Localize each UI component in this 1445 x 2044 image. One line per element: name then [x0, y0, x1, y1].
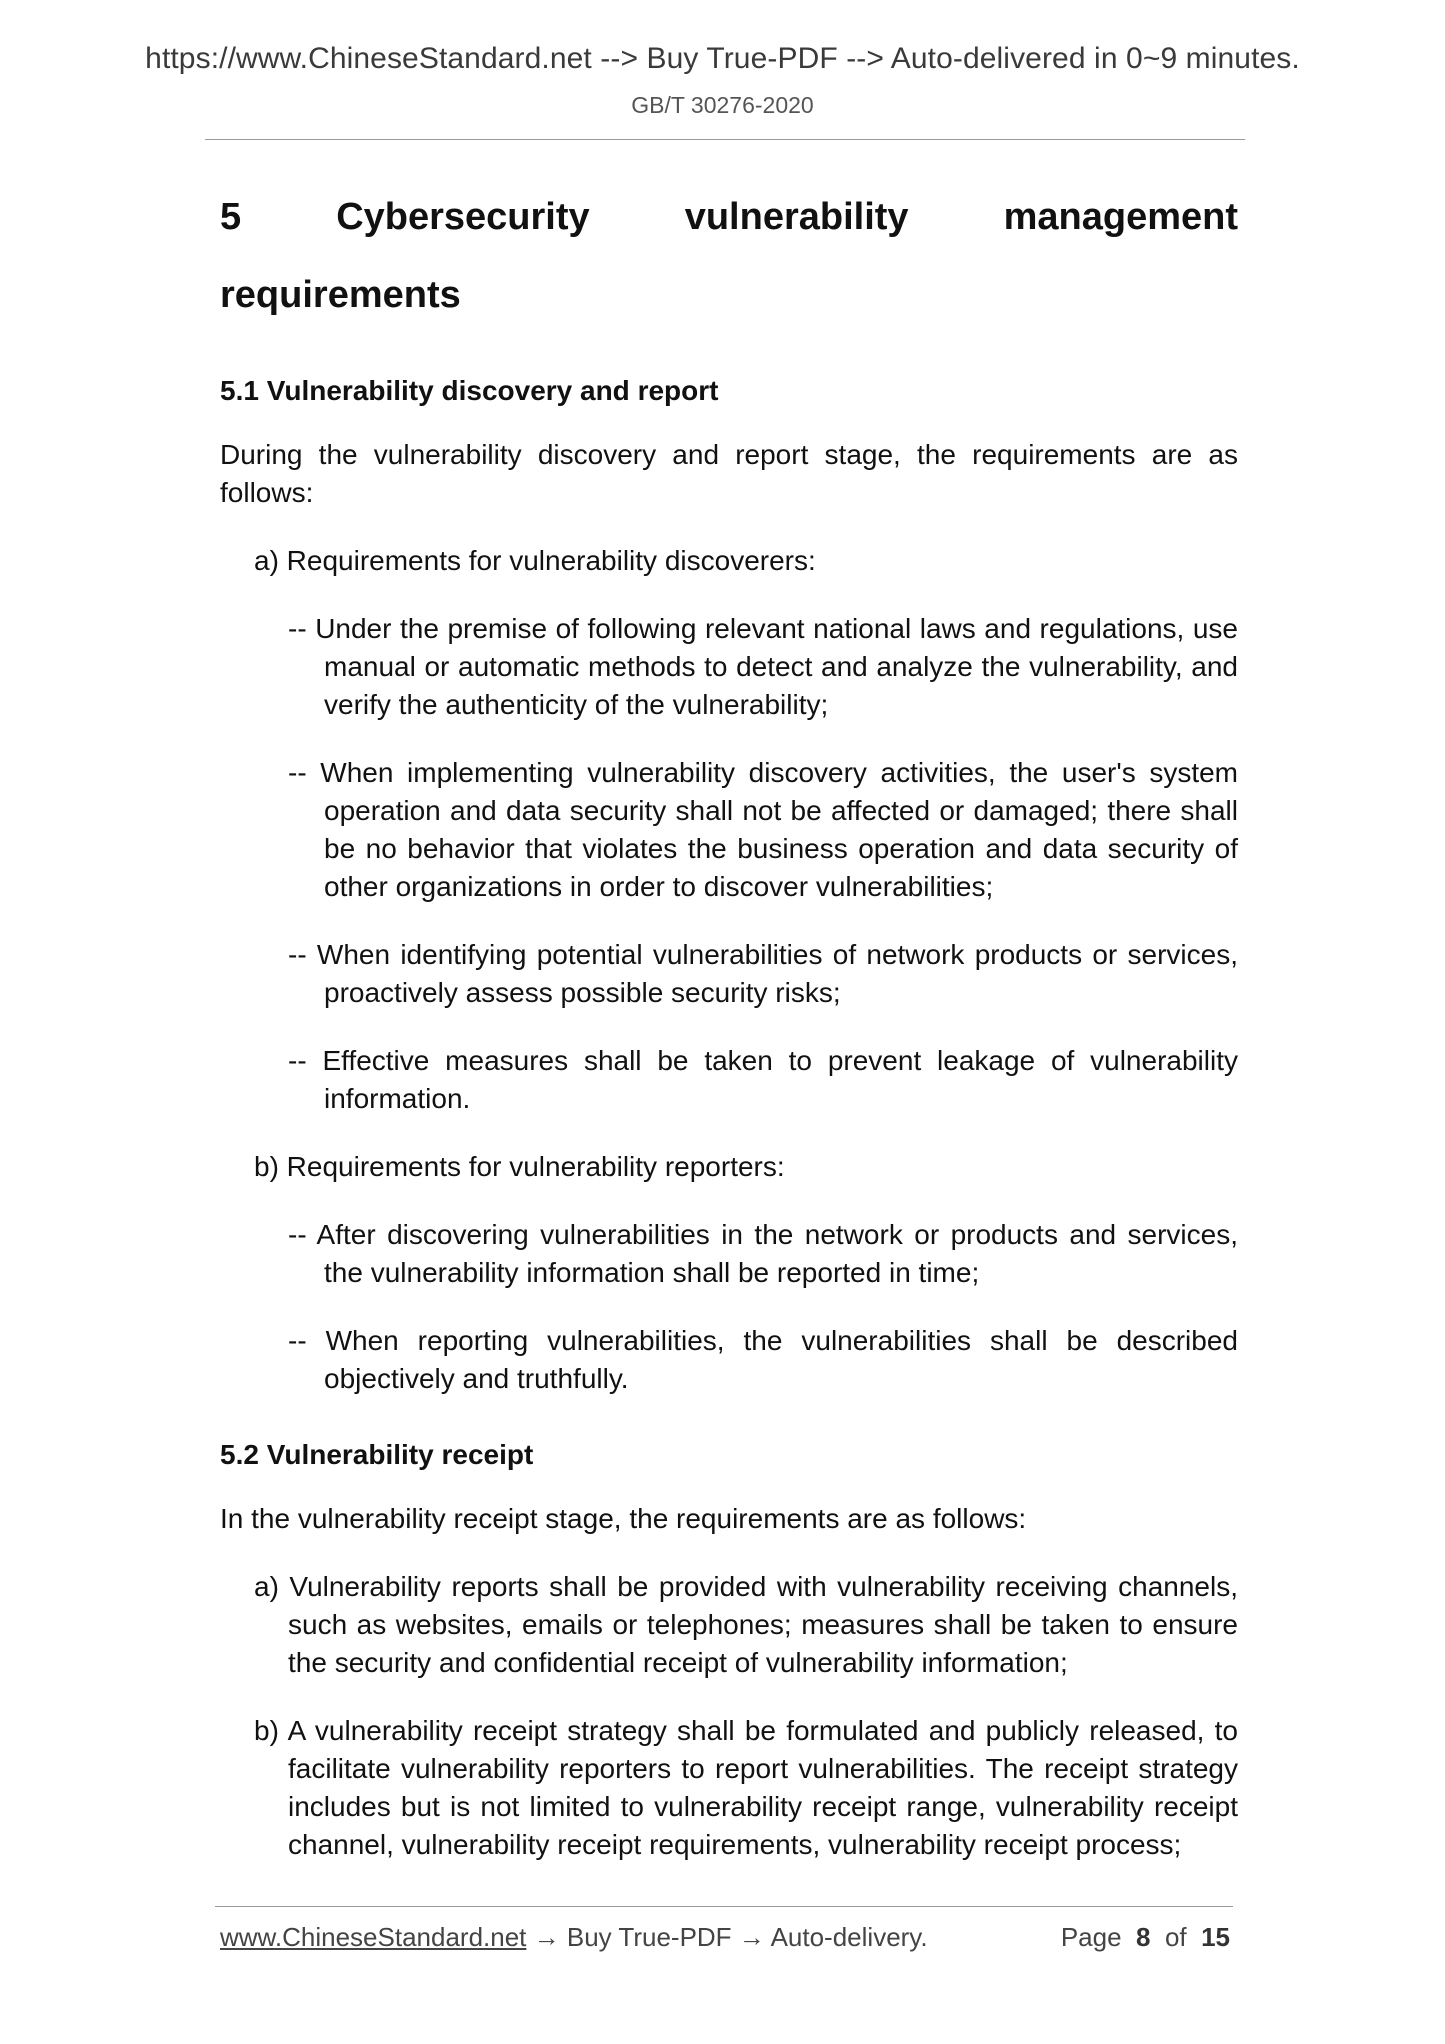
- top-banner: https://www.ChineseStandard.net --> Buy True-PDF --> Auto-delivered in 0~9 minutes.: [145, 42, 1300, 75]
- page-indicator: [1061, 1922, 1230, 1953]
- footer-tagline: → Buy True-PDF → Auto-delivery.: [526, 1922, 928, 1952]
- section-5-title-line2: requirements: [220, 274, 461, 316]
- section-5-number: 5: [220, 196, 242, 238]
- section-5-title-line1: [220, 178, 1238, 256]
- list-item-b-label: b) Requirements for vulnerability reporters:: [254, 1151, 785, 1182]
- of-word: of: [1164, 1922, 1187, 1952]
- section-5-1-heading: 5.1 Vulnerability discovery and report: [220, 375, 719, 406]
- page-footer: [220, 1922, 1230, 1953]
- total-pages: 15: [1201, 1922, 1230, 1952]
- sub-list-item: -- When reporting vulnerabilities, the vulnerabilities shall be described objectively and truthfully.: [288, 1325, 1238, 1394]
- sub-list-item: -- Under the premise of following relevant national laws and regulations, use manual or automatic methods to detect and analyze the vulnerability, and verify the authenticity of the vulnerability;: [288, 613, 1238, 720]
- standard-code: GB/T 30276-2020: [631, 92, 814, 118]
- header-divider: [205, 139, 1245, 140]
- document-body: [220, 178, 1238, 1864]
- list-item-a: a) Vulnerability reports shall be provided with vulnerability receiving channels, such as websites, emails or telephones; measures shall be taken to ensure the security and confidential receipt of vulnerability information;: [254, 1571, 1238, 1678]
- footer-left: [220, 1922, 928, 1953]
- page-word: Page: [1060, 1922, 1122, 1952]
- list-item-b: b) A vulnerability receipt strategy shall be formulated and publicly released, to facilitate vulnerability reporters to report vulnerabilities. The receipt strategy includes but is not limited to vulnerability receipt range, vulnerability receipt channel, vulnerability receipt requirements, vulnerability receipt process;: [254, 1715, 1238, 1860]
- site-link[interactable]: www.ChineseStandard.net: [220, 1922, 527, 1952]
- section-5-1-intro: During the vulnerability discovery and report stage, the requirements are as follows:: [220, 439, 1238, 508]
- section-5-title-word: vulnerability: [684, 196, 909, 238]
- footer-divider: [215, 1906, 1233, 1907]
- sub-list-item: -- When identifying potential vulnerabilities of network products or services, proactively assess possible security risks;: [288, 939, 1238, 1008]
- section-5-2-intro: In the vulnerability receipt stage, the requirements are as follows:: [220, 1503, 1027, 1534]
- section-5-title-word: Cybersecurity: [336, 196, 590, 238]
- sub-list-item: -- When implementing vulnerability discovery activities, the user's system operation and data security shall not be affected or damaged; there shall be no behavior that violates the business operation and data security of other organizations in order to discover vulnerabilities;: [288, 757, 1238, 902]
- list-item-a-label: a) Requirements for vulnerability discoverers:: [254, 545, 816, 576]
- section-5-title-word: management: [1003, 196, 1238, 238]
- current-page: 8: [1136, 1922, 1151, 1952]
- sub-list-item: -- After discovering vulnerabilities in the network or products and services, the vulnerability information shall be reported in time;: [288, 1219, 1238, 1288]
- section-5-2-heading: 5.2 Vulnerability receipt: [220, 1439, 534, 1470]
- sub-list-item: -- Effective measures shall be taken to prevent leakage of vulnerability information.: [288, 1045, 1238, 1114]
